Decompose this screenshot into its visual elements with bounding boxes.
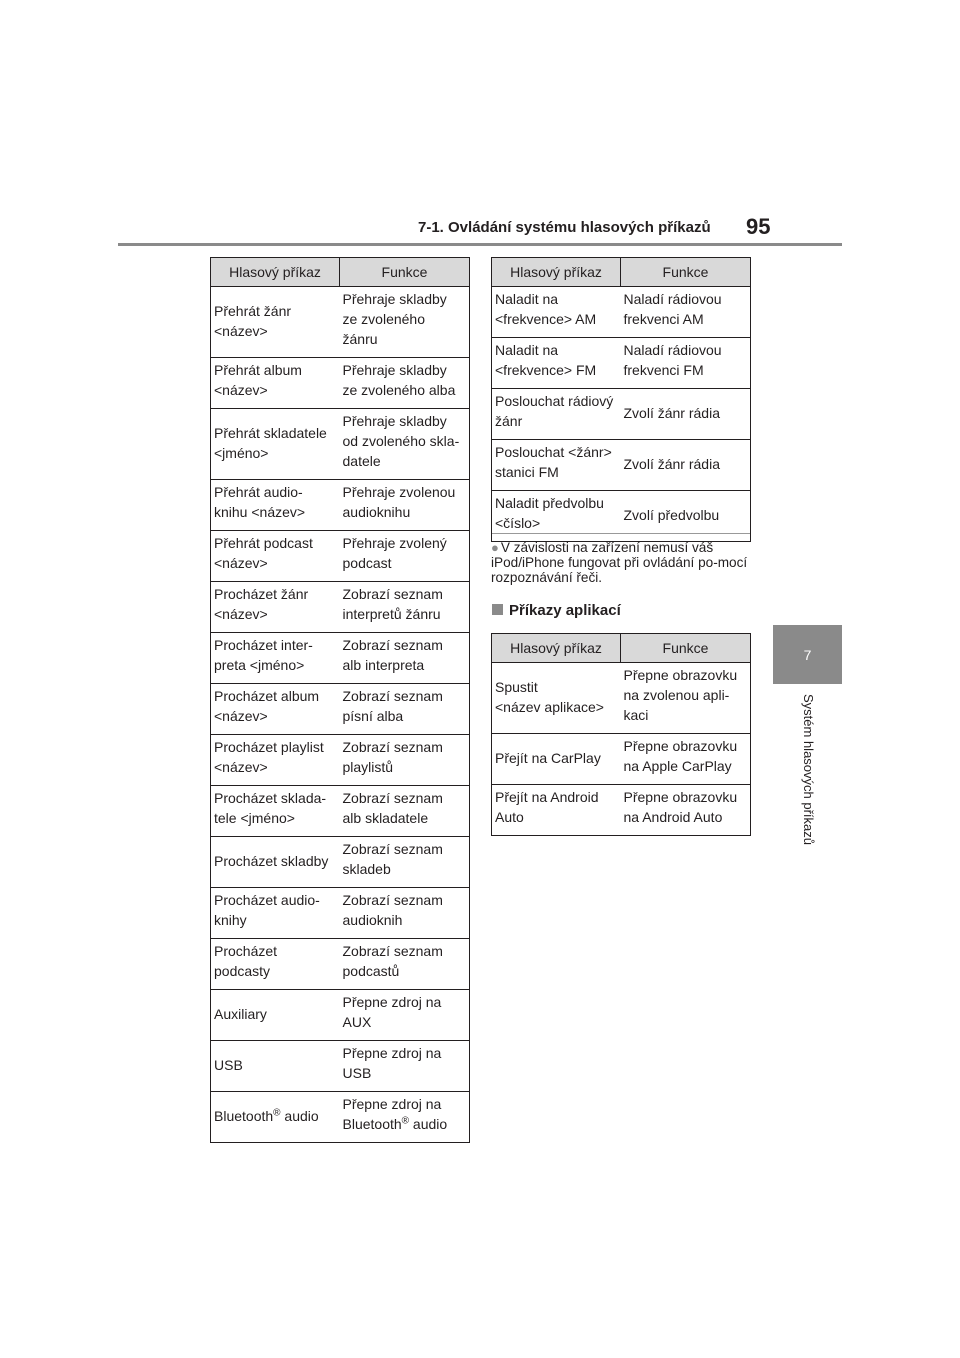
table-row (211, 786, 470, 837)
function-cell: Zobrazí seznam skladeb (340, 837, 470, 888)
table-row (211, 1092, 470, 1143)
function-cell: Naladí rádiovou frekvenci FM (621, 338, 751, 389)
function-cell: Přepne zdroj na AUX (340, 990, 470, 1041)
command-cell: Poslouchat <žánr> stanici FM (492, 440, 621, 491)
function-cell: Zvolí žánr rádia (621, 389, 751, 440)
table-row (211, 990, 470, 1041)
table-row (492, 287, 751, 338)
table-row (211, 939, 470, 990)
table-row (211, 1041, 470, 1092)
media-commands-body (211, 287, 470, 1143)
registered-mark: ® (273, 1107, 281, 1119)
function-cell: Zobrazí seznam playlistů (340, 735, 470, 786)
radio-commands-table (491, 257, 751, 542)
function-cell: Zobrazí seznam audioknih (340, 888, 470, 939)
function-cell: Přehraje skladby ze zvoleného alba (340, 358, 470, 409)
chapter-tab-number: 7 (803, 646, 812, 663)
app-commands-body (492, 663, 751, 836)
media-commands-table (210, 257, 470, 1143)
table-row (211, 888, 470, 939)
command-cell: Procházet skladby (211, 837, 340, 888)
command-cell: Auxiliary (211, 990, 340, 1041)
note-divider (492, 533, 750, 534)
command-cell: Naladit předvolbu <číslo> (492, 491, 621, 542)
chapter-tab[interactable] (773, 625, 842, 684)
column-header-function: Funkce (340, 258, 470, 287)
radio-commands-body (492, 287, 751, 542)
table-row (492, 338, 751, 389)
command-cell: Naladit na <frekvence> AM (492, 287, 621, 338)
command-cell: Poslouchat rádiový žánr (492, 389, 621, 440)
table-row (211, 287, 470, 358)
command-cell: Spustit <název aplikace> (492, 663, 621, 734)
table-row (211, 837, 470, 888)
chapter-tab-label: Systém hlasových příkazů (801, 694, 816, 846)
table-row (492, 663, 751, 734)
column-header-function: Funkce (621, 634, 751, 663)
note (491, 540, 753, 585)
square-bullet-icon (492, 604, 503, 615)
command-cell: Procházet inter- preta <jméno> (211, 633, 340, 684)
function-cell: Zobrazí seznam alb skladatele (340, 786, 470, 837)
table-row (211, 409, 470, 480)
registered-mark: ® (401, 1115, 410, 1127)
command-cell: Procházet sklada- tele <jméno> (211, 786, 340, 837)
column-header-command: Hlasový příkaz (211, 258, 340, 287)
function-cell: Naladí rádiovou frekvenci AM (621, 287, 751, 338)
function-cell: Přepne obrazovku na zvolenou apli- kaci (621, 663, 751, 734)
command-cell: Procházet audio- knihy (211, 888, 340, 939)
command-cell: Přejít na CarPlay (492, 734, 621, 785)
command-cell: Přehrát skladatele <jméno> (211, 409, 340, 480)
table-row (211, 358, 470, 409)
function-cell: Zobrazí seznam interpretů žánru (340, 582, 470, 633)
function-cell: Zobrazí seznam alb interpreta (340, 633, 470, 684)
function-cell: Přehraje zvolený podcast (340, 531, 470, 582)
table-row (492, 734, 751, 785)
table-row (211, 684, 470, 735)
table-row (211, 633, 470, 684)
table-row (211, 735, 470, 786)
section-heading (492, 602, 621, 619)
function-cell: Přehraje skladby ze zvoleného žánru (340, 287, 470, 358)
command-cell: Procházet album <název> (211, 684, 340, 735)
section-title: Příkazy aplikací (509, 602, 621, 619)
note-text: V závislosti na zařízení nemusí váš iPod/iPhone fungovat při ovládání po-mocí rozpoznávání řeči. (491, 540, 748, 585)
function-cell: Přepne obrazovku na Apple CarPlay (621, 734, 751, 785)
command-cell: Přehrát podcast <název> (211, 531, 340, 582)
command-cell: Přejít na Android Auto (492, 785, 621, 836)
command-cell: Procházet podcasty (211, 939, 340, 990)
function-cell: Zvolí předvolbu (621, 491, 751, 542)
command-cell: Procházet playlist <název> (211, 735, 340, 786)
command-cell: Procházet žánr <název> (211, 582, 340, 633)
table-row (211, 531, 470, 582)
function-cell: Přehraje zvolenou audioknihu (340, 480, 470, 531)
table-row (211, 480, 470, 531)
function-cell: Přehraje skladby od zvoleného skla- datele (340, 409, 470, 480)
chapter-title: 7-1. Ovládání systému hlasových příkazů (418, 219, 711, 236)
app-commands-table (491, 633, 751, 836)
column-header-command: Hlasový příkaz (492, 634, 621, 663)
table-row (492, 785, 751, 836)
header-rule (118, 243, 842, 246)
column-header-command: Hlasový příkaz (492, 258, 621, 287)
page-number: 95 (746, 214, 771, 239)
command-cell: USB (211, 1041, 340, 1092)
function-cell: Zobrazí seznam písní alba (340, 684, 470, 735)
column-header-function: Funkce (621, 258, 751, 287)
bullet-icon: ● (491, 540, 499, 555)
function-cell: Zvolí žánr rádia (621, 440, 751, 491)
function-cell: Přepne zdroj na USB (340, 1041, 470, 1092)
command-cell: Přehrát audio- knihu <název> (211, 480, 340, 531)
command-cell: Přehrát album <název> (211, 358, 340, 409)
table-row (492, 389, 751, 440)
command-cell: Přehrát žánr <název> (211, 287, 340, 358)
command-cell: Naladit na <frekvence> FM (492, 338, 621, 389)
function-cell: Zobrazí seznam podcastů (340, 939, 470, 990)
function-cell: Přepne obrazovku na Android Auto (621, 785, 751, 836)
table-row (211, 582, 470, 633)
function-cell: Přepne zdroj na Bluetooth® audio (340, 1092, 470, 1143)
command-cell: Bluetooth® audio (211, 1092, 340, 1143)
table-row (492, 440, 751, 491)
